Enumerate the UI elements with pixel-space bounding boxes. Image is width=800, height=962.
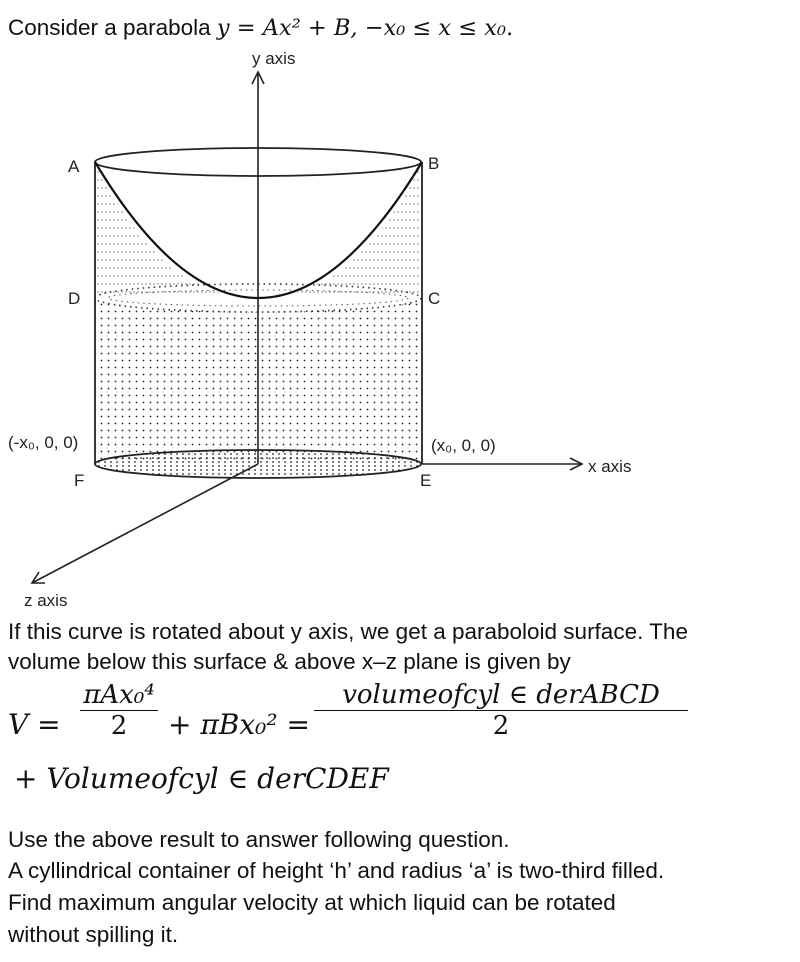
paragraph-2-line-3: Find maximum angular velocity at which liquid can be rotated bbox=[8, 890, 616, 915]
parabola-formula: y = Ax² + B, −x₀ ≤ x ≤ x₀. bbox=[216, 15, 514, 41]
paragraph-2-line-1: Use the above result to answer following question. bbox=[8, 827, 510, 852]
paragraph-1-line-1: If this curve is rotated about y axis, we get a paraboloid surface. The bbox=[8, 619, 688, 644]
fraction-1-numerator: πAx₀⁴ bbox=[83, 680, 155, 710]
point-f-label: F bbox=[74, 471, 85, 490]
point-b-label: B bbox=[428, 154, 440, 173]
paragraph-1-line-2: volume below this surface & above x–z plane is given by bbox=[8, 649, 571, 674]
fraction-2-denominator: 2 bbox=[492, 711, 510, 741]
equation-fraction-1 bbox=[80, 680, 158, 741]
intro-text: Consider a parabola bbox=[8, 15, 217, 40]
left-coordinate-label: (-x₀, 0, 0) bbox=[8, 433, 79, 452]
z-axis-label: z axis bbox=[24, 591, 68, 610]
point-c-label: C bbox=[428, 289, 441, 308]
point-e-label: E bbox=[420, 471, 432, 490]
equation-lhs: V = bbox=[8, 708, 61, 741]
upper-left-fill bbox=[95, 162, 258, 298]
paragraph-2-line-2: A cyllindrical container of height ‘h’ and radius ‘a’ is two-third filled. bbox=[8, 858, 665, 883]
fraction-2-numerator: volumeofcyl ∈ derABCD bbox=[342, 680, 660, 710]
upper-right-fill bbox=[258, 162, 422, 298]
y-axis-label: y axis bbox=[252, 49, 296, 68]
point-a-label: A bbox=[68, 157, 80, 176]
equation-continuation: + Volumeofcyl ∈ derCDEF bbox=[14, 762, 389, 795]
point-d-label: D bbox=[68, 289, 81, 308]
x-axis-label: x axis bbox=[588, 457, 632, 476]
equation-middle: + πBx₀² = bbox=[168, 708, 310, 741]
paragraph-2-line-4: without spilling it. bbox=[8, 922, 179, 947]
fraction-1-denominator: 2 bbox=[110, 711, 128, 741]
right-coordinate-label: (x₀, 0, 0) bbox=[431, 436, 496, 455]
equation-fraction-2 bbox=[314, 680, 688, 741]
z-axis-line bbox=[32, 464, 258, 583]
